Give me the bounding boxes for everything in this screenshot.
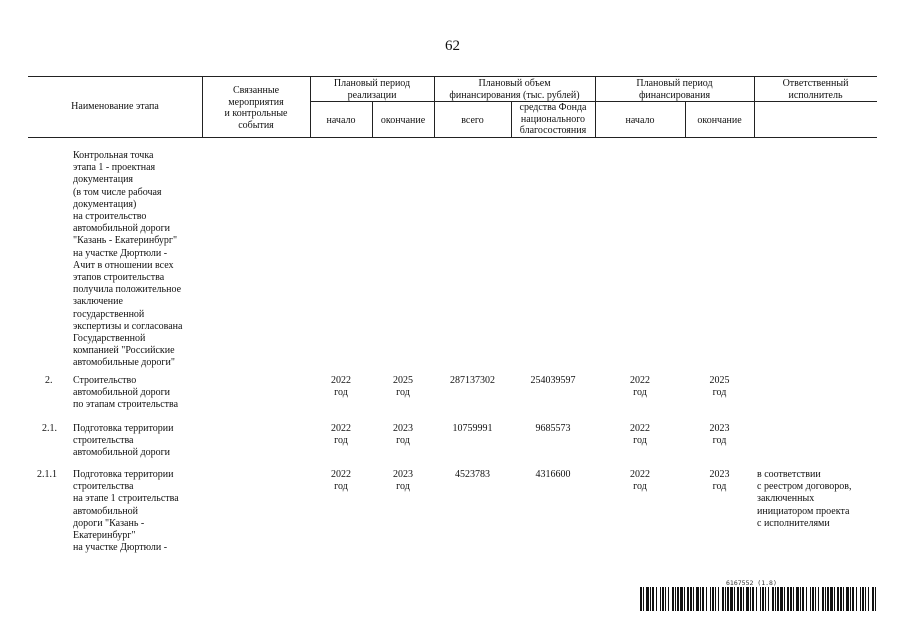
row-stage-name: Контрольная точка этапа 1 - проектная документация (в том числе рабочая документация) на строительство автомобильной дороги "Казань - Екатеринбург" на участке Дюртюли - Ачит в отношении всех этапов строительства получила положительное заключение государственной экспертизы и согласована Государственной компанией "Российские автомобильные дороги" (73, 150, 183, 369)
header-fund: средства Фонда национального благосостояния (519, 102, 587, 136)
row-impl-end: 2025 год (393, 375, 413, 399)
row-fin-start: 2022 год (630, 375, 650, 399)
header-fin-end: окончание (697, 115, 742, 126)
row-number: 2. (45, 375, 53, 386)
barcode-label: 6167552 (1.8) (726, 579, 777, 587)
row-number: 2.1.1 (37, 469, 57, 480)
row-impl-end: 2023 год (393, 469, 413, 493)
row-impl-start: 2022 год (331, 375, 351, 399)
barcode-image (640, 587, 877, 611)
row-responsible: в соответствии с реестром договоров, заключенных инициатором проекта с исполнителями (757, 469, 852, 529)
header-implementation-period: Плановый период реализации (333, 78, 411, 101)
row-fin-end: 2023 год (709, 469, 730, 493)
header-fin-start: начало (625, 115, 655, 126)
row-stage-name: Строительство автомобильной дороги по этапам строительства (73, 375, 179, 411)
row-fin-end: 2023 год (709, 423, 730, 447)
header-stage-name: Наименование этапа (71, 101, 159, 112)
row-fund: 4316600 (535, 469, 571, 480)
row-fin-start: 2022 год (630, 469, 650, 493)
row-total: 287137302 (450, 375, 495, 386)
table-top-border (28, 76, 877, 77)
row-total: 4523783 (455, 469, 490, 480)
row-fin-end: 2025 год (709, 375, 730, 399)
row-fin-start: 2022 год (630, 423, 650, 447)
row-impl-start: 2022 год (331, 469, 351, 493)
header-related-events: Связанные мероприятия и контрольные события (224, 85, 288, 131)
header-responsible: Ответственный исполнитель (782, 78, 849, 101)
row-impl-end: 2023 год (393, 423, 413, 447)
row-impl-start: 2022 год (331, 423, 351, 447)
header-impl-start: начало (326, 115, 356, 126)
row-total: 10759991 (452, 423, 493, 434)
header-total: всего (461, 115, 484, 126)
row-stage-name: Подготовка территории строительства автомобильной дороги (73, 423, 174, 459)
page-number: 62 (445, 38, 460, 54)
header-financing-period: Плановый период финансирования (636, 78, 713, 101)
row-fund: 9685573 (535, 423, 571, 434)
header-impl-end: окончание (380, 115, 426, 126)
table-header-bottom-border (28, 137, 877, 138)
header-funding-volume: Плановый объем финансирования (тыс. рублей) (449, 78, 580, 101)
row-stage-name: Подготовка территории строительства на этапе 1 строительства автомобильной дороги "Казань - Екатеринбург" на участке Дюртюли - (73, 469, 179, 554)
row-number: 2.1. (42, 423, 57, 434)
row-fund: 254039597 (530, 375, 576, 386)
